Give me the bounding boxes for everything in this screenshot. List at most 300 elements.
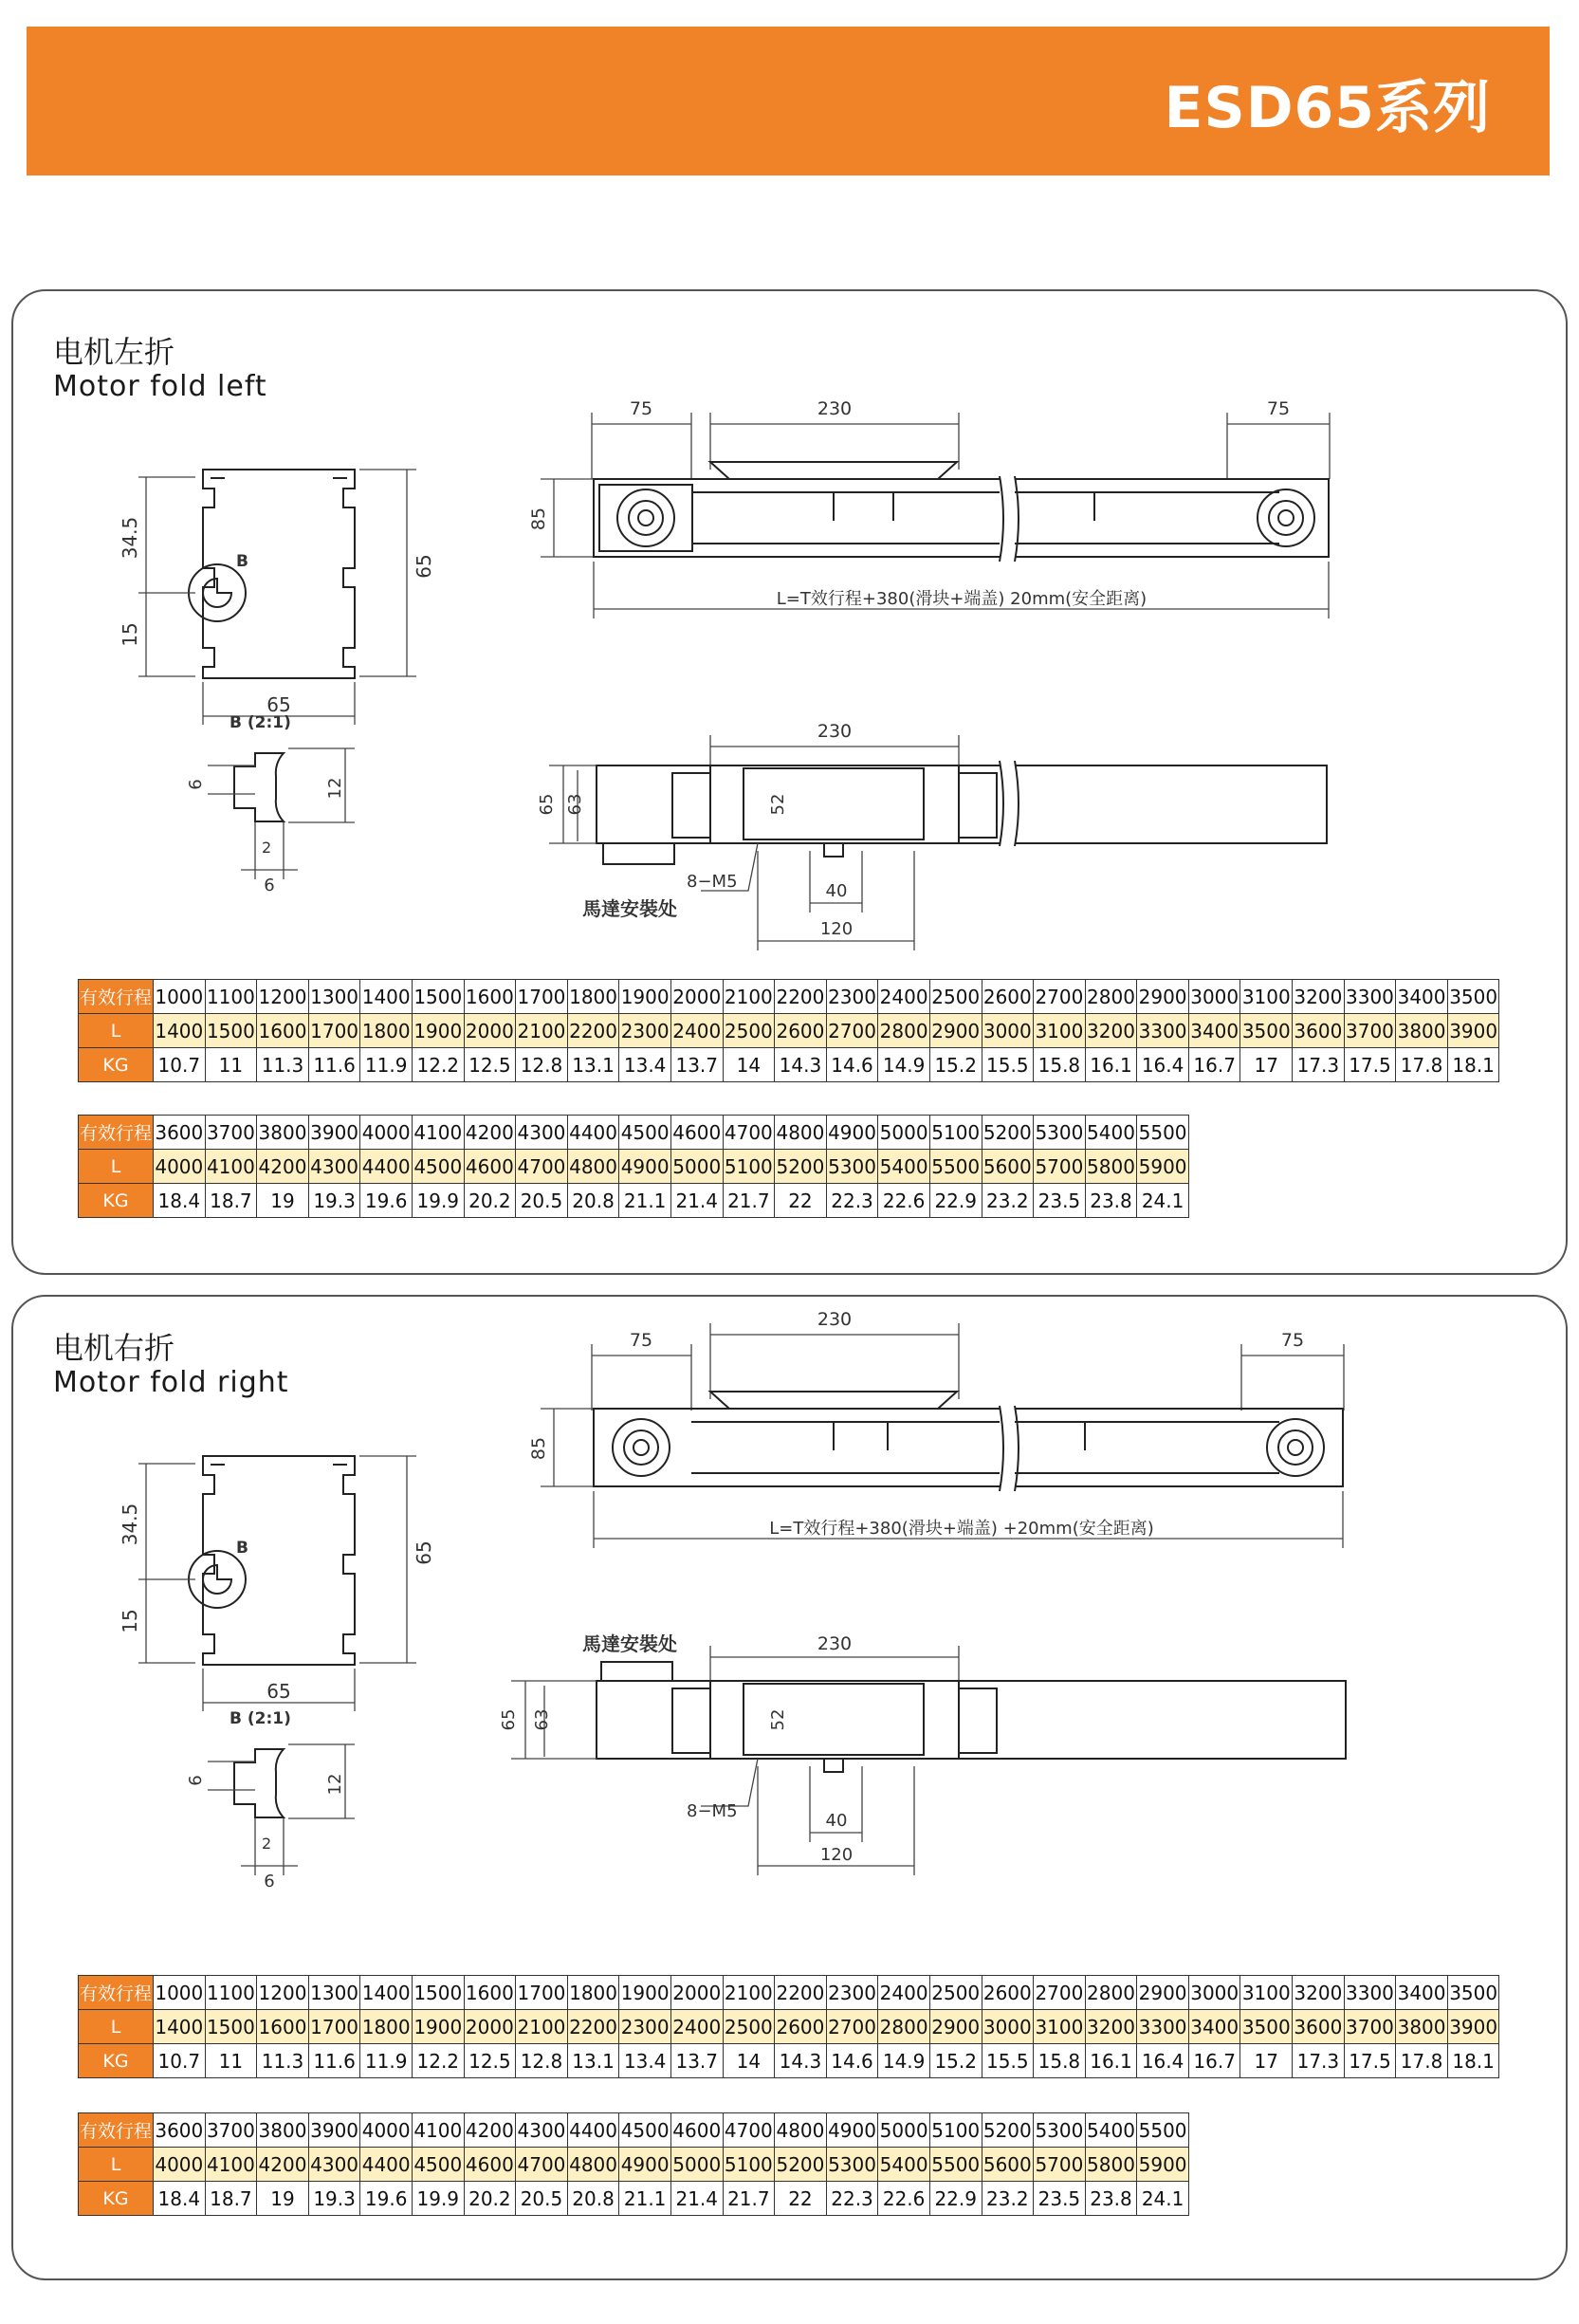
table-cell: 10.7 <box>154 1048 206 1082</box>
table-cell: 21.1 <box>619 1184 671 1218</box>
table-cell: 22.3 <box>826 2182 878 2216</box>
table-cell: 2500 <box>929 980 982 1014</box>
table-cell: 1300 <box>308 1976 360 2010</box>
table-cell: 4900 <box>826 1116 878 1150</box>
table-cell: 1900 <box>412 1014 464 1048</box>
table-cell: 5200 <box>775 1150 827 1184</box>
table-cell: 12.2 <box>412 2044 464 2078</box>
table-cell: 2800 <box>878 2010 930 2044</box>
table-cell: 4300 <box>516 1116 568 1150</box>
table-cell: 2700 <box>826 2010 878 2044</box>
dim-65-height: 65 <box>413 554 435 579</box>
table-cell: 3100 <box>1034 2010 1086 2044</box>
table-cell: 4000 <box>154 1150 206 1184</box>
table-cell: 5400 <box>878 1150 930 1184</box>
row-length <box>79 1150 1189 1184</box>
table-cell: 15.2 <box>929 1048 982 1082</box>
table-cell: 21.1 <box>619 2182 671 2216</box>
table-cell: 2600 <box>775 1014 827 1048</box>
table-cell: 1400 <box>154 1014 206 1048</box>
table-cell: 17 <box>1240 2044 1293 2078</box>
length-formula: L=T效行程+380(滑块+端盖) +20mm(安全距离) <box>769 1519 1154 1539</box>
table-cell: 19 <box>257 1184 309 1218</box>
table-cell: 22.3 <box>826 1184 878 1218</box>
table-cell: 1600 <box>257 2010 309 2044</box>
cell-header: 有效行程 <box>79 1976 154 2010</box>
table-cell: 2000 <box>670 980 723 1014</box>
table-cell: 5500 <box>1137 1116 1189 1150</box>
table-cell: 17.8 <box>1396 1048 1448 1082</box>
table-cell: 17.8 <box>1396 2044 1448 2078</box>
table-cell: 4900 <box>826 2113 878 2148</box>
cell-header: L <box>79 2148 154 2182</box>
table-cell: 2500 <box>723 2010 775 2044</box>
dim-15: 15 <box>119 1609 141 1633</box>
table-cell: 1800 <box>567 1976 619 2010</box>
table-cell: 17.5 <box>1344 1048 1396 1082</box>
table-cell: 5500 <box>929 2148 982 2182</box>
dim-12-detail: 12 <box>325 777 345 800</box>
series-title: ESD65系列 <box>1164 75 1491 141</box>
table-cell: 4100 <box>205 1150 257 1184</box>
table-cell: 5000 <box>878 1116 930 1150</box>
table-cell: 14.9 <box>878 1048 930 1082</box>
dim-75-left: 75 <box>629 1330 653 1351</box>
table-cell: 2900 <box>1137 980 1189 1014</box>
table-cell: 20.2 <box>464 2182 516 2216</box>
table-cell: 2900 <box>929 2010 982 2044</box>
table-cell: 21.7 <box>723 1184 775 1218</box>
table-cell: 1500 <box>412 980 464 1014</box>
table-cell: 2700 <box>1034 980 1086 1014</box>
dim-75-right: 75 <box>1266 398 1291 419</box>
table-cell: 23.8 <box>1085 2182 1137 2216</box>
table-cell: 4100 <box>205 2148 257 2182</box>
table-cell: 3800 <box>257 1116 309 1150</box>
table-cell: 1700 <box>308 2010 360 2044</box>
table-cell: 1600 <box>464 1976 516 2010</box>
table-cell: 13.4 <box>619 1048 671 1082</box>
table-cell: 18.1 <box>1447 1048 1499 1082</box>
table-cell: 3200 <box>1293 1976 1345 2010</box>
table-cell: 1900 <box>619 1976 671 2010</box>
cell-header: L <box>79 1150 154 1184</box>
table-cell: 14.9 <box>878 2044 930 2078</box>
table-cell: 1400 <box>360 980 413 1014</box>
table-cell: 1700 <box>516 980 568 1014</box>
table-cell: 5400 <box>878 2148 930 2182</box>
table-cell: 1100 <box>205 1976 257 2010</box>
table-cell: 2200 <box>775 980 827 1014</box>
row-weight <box>79 1184 1189 1218</box>
dim-6-bottom: 6 <box>264 1872 275 1891</box>
dim-34-5: 34.5 <box>119 1503 141 1546</box>
table-cell: 3000 <box>1188 1976 1240 2010</box>
table-cell: 13.4 <box>619 2044 671 2078</box>
table-cell: 13.7 <box>670 2044 723 2078</box>
dim-230-side: 230 <box>817 721 853 742</box>
section-title-en: Motor fold right <box>53 1366 289 1399</box>
table-cell: 11.3 <box>257 2044 309 2078</box>
table-cell: 5200 <box>982 2113 1034 2148</box>
table-cell: 24.1 <box>1137 2182 1189 2216</box>
section-title-zh: 电机右折 <box>53 1330 175 1366</box>
table-cell: 1900 <box>619 980 671 1014</box>
table-cell: 5100 <box>723 2148 775 2182</box>
row-length <box>79 2148 1189 2182</box>
table-cell: 2100 <box>723 1976 775 2010</box>
table-cell: 3100 <box>1240 1976 1293 2010</box>
table-cell: 3300 <box>1344 980 1396 1014</box>
table-cell: 10.7 <box>154 2044 206 2078</box>
table-cell: 14.6 <box>826 1048 878 1082</box>
table-cell: 4700 <box>723 1116 775 1150</box>
table-cell: 4000 <box>360 1116 413 1150</box>
table-cell: 2600 <box>775 2010 827 2044</box>
table-cell: 1800 <box>567 980 619 1014</box>
dim-75-right: 75 <box>1280 1330 1305 1351</box>
table-cell: 18.4 <box>154 1184 206 1218</box>
table-cell: 4000 <box>360 2113 413 2148</box>
table-cell: 2300 <box>826 1976 878 2010</box>
table-cell: 14.3 <box>775 2044 827 2078</box>
table-cell: 22 <box>775 2182 827 2216</box>
table-cell: 2500 <box>723 1014 775 1048</box>
table-cell: 5900 <box>1137 1150 1189 1184</box>
table-cell: 3800 <box>257 2113 309 2148</box>
spec-table-1 <box>78 979 1499 1082</box>
table-cell: 1000 <box>154 980 206 1014</box>
table-cell: 19.3 <box>308 2182 360 2216</box>
table-cell: 20.8 <box>567 2182 619 2216</box>
table-cell: 4700 <box>723 2113 775 2148</box>
table-cell: 1400 <box>154 2010 206 2044</box>
table-cell: 4400 <box>360 1150 413 1184</box>
table-cell: 3100 <box>1034 1014 1086 1048</box>
table-cell: 5800 <box>1085 2148 1137 2182</box>
table-cell: 15.2 <box>929 2044 982 2078</box>
table-cell: 3400 <box>1188 1014 1240 1048</box>
table-cell: 1300 <box>308 980 360 1014</box>
dim-52: 52 <box>768 1708 788 1731</box>
table-cell: 23.2 <box>982 1184 1034 1218</box>
table-cell: 3300 <box>1137 2010 1189 2044</box>
table-cell: 5100 <box>723 1150 775 1184</box>
table-cell: 22.9 <box>929 1184 982 1218</box>
table-cell: 5400 <box>1085 1116 1137 1150</box>
table-cell: 4100 <box>412 2113 464 2148</box>
table-cell: 4600 <box>464 1150 516 1184</box>
table-cell: 20.5 <box>516 2182 568 2216</box>
table-cell: 3200 <box>1085 1014 1137 1048</box>
m5-label: 8−M5 <box>687 872 738 892</box>
table-cell: 5000 <box>670 2148 723 2182</box>
row-stroke <box>79 980 1499 1014</box>
section-motor-fold-right <box>11 1295 1568 2280</box>
table-cell: 16.4 <box>1137 1048 1189 1082</box>
section-motor-fold-left <box>11 289 1568 1275</box>
table-cell: 4500 <box>412 1150 464 1184</box>
table-cell: 2400 <box>670 2010 723 2044</box>
table-cell: 3800 <box>1396 2010 1448 2044</box>
dim-65-width: 65 <box>266 1680 291 1703</box>
table-cell: 5700 <box>1034 1150 1086 1184</box>
table-cell: 3700 <box>1344 1014 1396 1048</box>
table-cell: 1700 <box>516 1976 568 2010</box>
table-cell: 2500 <box>929 1976 982 2010</box>
spec-table-2 <box>78 1115 1189 1218</box>
table-cell: 19.9 <box>412 2182 464 2216</box>
table-cell: 4200 <box>257 1150 309 1184</box>
table-cell: 3800 <box>1396 1014 1448 1048</box>
table-cell: 5100 <box>929 1116 982 1150</box>
table-cell: 20.5 <box>516 1184 568 1218</box>
table-cell: 2800 <box>878 1014 930 1048</box>
table-cell: 18.7 <box>205 2182 257 2216</box>
table-cell: 19 <box>257 2182 309 2216</box>
table-cell: 4400 <box>567 1116 619 1150</box>
table-cell: 2000 <box>670 1976 723 2010</box>
table-cell: 3400 <box>1396 1976 1448 2010</box>
table-cell: 12.8 <box>516 1048 568 1082</box>
table-cell: 4200 <box>464 2113 516 2148</box>
table-cell: 1000 <box>154 1976 206 2010</box>
table-cell: 3500 <box>1447 1976 1499 2010</box>
dim-52: 52 <box>768 793 788 816</box>
table-cell: 5800 <box>1085 1150 1137 1184</box>
table-cell: 3200 <box>1085 2010 1137 2044</box>
motor-mount-label: 馬達安裝处 <box>582 1632 677 1655</box>
table-cell: 3200 <box>1293 980 1345 1014</box>
table-cell: 19.3 <box>308 1184 360 1218</box>
table-cell: 3500 <box>1240 2010 1293 2044</box>
table-cell: 2000 <box>464 1014 516 1048</box>
dim-6-bottom: 6 <box>264 876 275 895</box>
table-cell: 13.7 <box>670 1048 723 1082</box>
dim-2-detail: 2 <box>262 839 272 857</box>
table-cell: 2100 <box>516 1014 568 1048</box>
detail-b-scale: B (2:1) <box>230 1709 291 1728</box>
table-cell: 16.4 <box>1137 2044 1189 2078</box>
table-cell: 23.2 <box>982 2182 1034 2216</box>
dim-65-side: 65 <box>499 1708 519 1731</box>
header-banner <box>27 27 1550 175</box>
row-stroke <box>79 1116 1189 1150</box>
table-cell: 16.7 <box>1188 1048 1240 1082</box>
dim-85: 85 <box>528 507 549 531</box>
table-cell: 4700 <box>516 2148 568 2182</box>
table-cell: 15.5 <box>982 2044 1034 2078</box>
dim-6-detail: 6 <box>186 1775 206 1786</box>
table-cell: 15.8 <box>1034 1048 1086 1082</box>
section-title-en: Motor fold left <box>53 370 267 403</box>
table-cell: 2600 <box>982 980 1034 1014</box>
table-cell: 3700 <box>205 2113 257 2148</box>
table-cell: 19.9 <box>412 1184 464 1218</box>
table-cell: 17.3 <box>1293 2044 1345 2078</box>
dim-230-side: 230 <box>817 1633 853 1654</box>
table-cell: 2200 <box>567 1014 619 1048</box>
table-cell: 14 <box>723 1048 775 1082</box>
table-cell: 4400 <box>360 2148 413 2182</box>
table-cell: 16.1 <box>1085 1048 1137 1082</box>
table-cell: 3300 <box>1344 1976 1396 2010</box>
table-cell: 4300 <box>516 2113 568 2148</box>
table-cell: 19.6 <box>360 1184 413 1218</box>
table-cell: 4900 <box>619 2148 671 2182</box>
table-cell: 17.5 <box>1344 2044 1396 2078</box>
table-cell: 5200 <box>775 2148 827 2182</box>
table-cell: 18.1 <box>1447 2044 1499 2078</box>
section-title-zh: 电机左折 <box>53 334 175 370</box>
table-cell: 1600 <box>257 1014 309 1048</box>
detail-b-label: B <box>236 552 248 571</box>
table-cell: 1800 <box>360 2010 413 2044</box>
table-cell: 3900 <box>1447 2010 1499 2044</box>
dim-65-side: 65 <box>537 793 557 816</box>
table-cell: 1100 <box>205 980 257 1014</box>
table-cell: 11.9 <box>360 2044 413 2078</box>
motor-mount-label: 馬達安裝处 <box>582 897 677 920</box>
table-cell: 5300 <box>1034 2113 1086 2148</box>
table-cell: 23.5 <box>1034 2182 1086 2216</box>
row-weight <box>79 1048 1499 1082</box>
table-cell: 3300 <box>1137 1014 1189 1048</box>
table-cell: 21.4 <box>670 1184 723 1218</box>
table-cell: 2400 <box>670 1014 723 1048</box>
table-cell: 12.5 <box>464 2044 516 2078</box>
table-cell: 5500 <box>1137 2113 1189 2148</box>
table-cell: 11 <box>205 1048 257 1082</box>
table-cell: 4200 <box>257 2148 309 2182</box>
table-cell: 23.8 <box>1085 1184 1137 1218</box>
dim-40: 40 <box>825 881 848 901</box>
table-cell: 2700 <box>1034 1976 1086 2010</box>
table-cell: 3700 <box>1344 2010 1396 2044</box>
cell-header: KG <box>79 2044 154 2078</box>
table-cell: 4600 <box>464 2148 516 2182</box>
table-cell: 3600 <box>154 2113 206 2148</box>
dim-230-top: 230 <box>817 398 853 419</box>
table-cell: 17.3 <box>1293 1048 1345 1082</box>
table-cell: 12.5 <box>464 1048 516 1082</box>
table-cell: 2200 <box>567 2010 619 2044</box>
dim-6-detail: 6 <box>186 779 206 790</box>
cell-header: L <box>79 2010 154 2044</box>
cell-header: 有效行程 <box>79 1116 154 1150</box>
table-cell: 5300 <box>826 2148 878 2182</box>
table-cell: 1500 <box>205 2010 257 2044</box>
dim-15: 15 <box>119 622 141 647</box>
table-cell: 2900 <box>929 1014 982 1048</box>
table-cell: 20.8 <box>567 1184 619 1218</box>
table-cell: 2300 <box>826 980 878 1014</box>
table-cell: 22 <box>775 1184 827 1218</box>
row-length <box>79 2010 1499 2044</box>
table-cell: 2300 <box>619 1014 671 1048</box>
dim-34-5: 34.5 <box>119 516 141 560</box>
detail-b-label: B <box>236 1539 248 1558</box>
table-cell: 3400 <box>1188 2010 1240 2044</box>
table-cell: 4600 <box>670 1116 723 1150</box>
table-cell: 4300 <box>308 2148 360 2182</box>
dim-120: 120 <box>819 919 854 939</box>
table-cell: 2800 <box>1085 980 1137 1014</box>
table-cell: 1200 <box>257 980 309 1014</box>
table-cell: 1500 <box>412 1976 464 2010</box>
table-cell: 3900 <box>1447 1014 1499 1048</box>
table-cell: 3900 <box>308 1116 360 1150</box>
top-view-drawing <box>13 291 1566 955</box>
table-cell: 16.7 <box>1188 2044 1240 2078</box>
table-cell: 2800 <box>1085 1976 1137 2010</box>
table-cell: 5700 <box>1034 2148 1086 2182</box>
table-cell: 21.7 <box>723 2182 775 2216</box>
table-cell: 5000 <box>670 1150 723 1184</box>
table-cell: 5000 <box>878 2113 930 2148</box>
table-cell: 23.5 <box>1034 1184 1086 1218</box>
table-cell: 4100 <box>412 1116 464 1150</box>
table-cell: 4600 <box>670 2113 723 2148</box>
table-cell: 4300 <box>308 1150 360 1184</box>
table-cell: 3600 <box>1293 2010 1345 2044</box>
table-cell: 1900 <box>412 2010 464 2044</box>
table-cell: 3500 <box>1447 980 1499 1014</box>
table-cell: 14.3 <box>775 1048 827 1082</box>
table-cell: 2400 <box>878 980 930 1014</box>
dim-230-top: 230 <box>817 1309 853 1330</box>
table-cell: 14.6 <box>826 2044 878 2078</box>
table-cell: 2400 <box>878 1976 930 2010</box>
dim-40: 40 <box>825 1811 848 1831</box>
table-cell: 20.2 <box>464 1184 516 1218</box>
table-cell: 3600 <box>154 1116 206 1150</box>
table-cell: 1400 <box>360 1976 413 2010</box>
row-stroke <box>79 1976 1499 2010</box>
table-cell: 3900 <box>308 2113 360 2148</box>
dim-75-left: 75 <box>629 398 653 419</box>
table-cell: 3000 <box>1188 980 1240 1014</box>
table-cell: 5300 <box>826 1150 878 1184</box>
table-cell: 1200 <box>257 1976 309 2010</box>
table-cell: 4800 <box>775 1116 827 1150</box>
top-view-drawing <box>13 1297 1566 1961</box>
table-cell: 3000 <box>982 1014 1034 1048</box>
table-cell: 3700 <box>205 1116 257 1150</box>
dim-65-width: 65 <box>266 693 291 716</box>
dim-63-side: 63 <box>565 793 585 816</box>
table-cell: 12.2 <box>412 1048 464 1082</box>
cell-header: KG <box>79 1184 154 1218</box>
table-cell: 5600 <box>982 1150 1034 1184</box>
table-cell: 5400 <box>1085 2113 1137 2148</box>
table-cell: 1500 <box>205 1014 257 1048</box>
table-cell: 5300 <box>1034 1116 1086 1150</box>
table-cell: 2700 <box>826 1014 878 1048</box>
detail-b-scale: B (2:1) <box>230 713 291 732</box>
row-stroke <box>79 2113 1189 2148</box>
table-cell: 5500 <box>929 1150 982 1184</box>
cell-header: 有效行程 <box>79 980 154 1014</box>
table-cell: 3100 <box>1240 980 1293 1014</box>
table-cell: 11.3 <box>257 1048 309 1082</box>
table-cell: 16.1 <box>1085 2044 1137 2078</box>
table-cell: 2100 <box>723 980 775 1014</box>
table-cell: 14 <box>723 2044 775 2078</box>
table-cell: 22.6 <box>878 1184 930 1218</box>
dim-85: 85 <box>528 1436 549 1461</box>
length-formula: L=T效行程+380(滑块+端盖) 20mm(安全距离) <box>776 589 1148 609</box>
